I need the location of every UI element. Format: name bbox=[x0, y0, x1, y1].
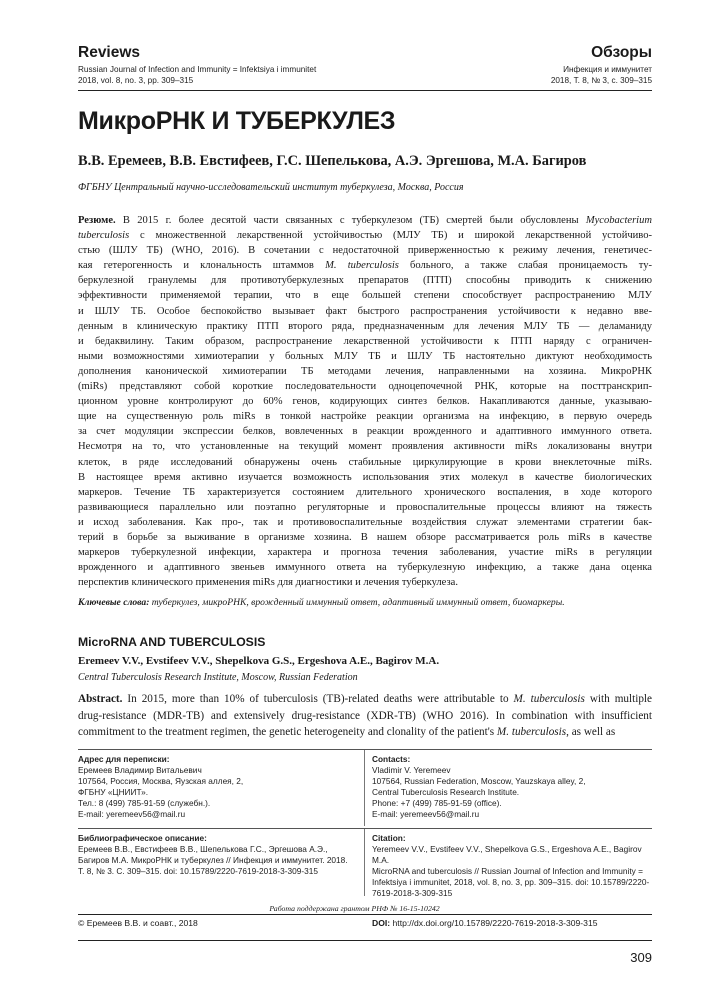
abstract-en-text-run: commitment to the treatment regimen, the genetic heterogeneity and clonality of the patient's bbox=[78, 726, 497, 739]
citation-ru-line: Т. 8, № 3. С. 309–315. doi: 10.15789/2220-7619-2018-3-309-315 bbox=[78, 866, 319, 876]
correspondence-en bbox=[372, 754, 652, 820]
abstract-ru bbox=[78, 213, 652, 590]
section-name-en: Reviews bbox=[78, 44, 141, 61]
article-authors: В.В. Еремеев, В.В. Евстифеев, Г.С. Шепелькова, А.Э. Эргешова, М.А. Багиров bbox=[78, 153, 587, 169]
abstract-en bbox=[78, 691, 652, 741]
citation-ru-label: Библиографическое описание: bbox=[78, 833, 207, 843]
abstract-ru-text-run: ционном уровне контролируют до 60% генов, кодирующих синтез белков. Накапливаются данные, указываю- bbox=[78, 396, 652, 408]
abstract-ru-label: Резюме. bbox=[78, 215, 116, 226]
citation-ru-line: Еремеев В.В., Евстифеев В.В., Шепелькова Г.С., Эргешова А.Э., bbox=[78, 844, 328, 854]
abstract-ru-text-run: клеток, в ряде исследований обнаружены очень стабильные циркулирующие в крови внеклеточные miRs. bbox=[78, 456, 652, 468]
correspondence-ru-line: Еремеев Владимир Витальевич bbox=[78, 765, 202, 775]
abstract-ru-text-run: маркеров туберкулезной инфекции, характера и прогноза течения заболевания, участие miRs в регуляции bbox=[78, 547, 652, 559]
citation-box bbox=[78, 828, 652, 896]
correspondence-ru-line: ФГБНУ «ЦНИИТ». bbox=[78, 787, 149, 797]
abstract-ru-line bbox=[78, 213, 652, 228]
abstract-ru-text-run: беркулезной гранулемы для противотуберкулезных препаратов (ПТП) способны приводить к снижению bbox=[78, 275, 652, 287]
box-divider bbox=[364, 750, 365, 826]
abstract-ru-line bbox=[78, 545, 652, 560]
abstract-ru-text-run: денным в клиническую практику ПТП второго ряда, предназначенным для лечения МЛУ ТБ — деламаниду bbox=[78, 320, 652, 332]
abstract-ru-text-run: дополнения канонической химиотерапии ТБ методами лечения, направленными на хозяина. МикроРНК bbox=[78, 365, 652, 377]
running-header-right bbox=[551, 44, 652, 86]
abstract-ru-line bbox=[78, 455, 652, 470]
journal-issue-line-ru: 2018, Т. 8, № 3, с. 309–315 bbox=[550, 75, 652, 85]
correspondence-en-email: E-mail: yeremeev56@mail.ru bbox=[372, 809, 480, 819]
abstract-en-line bbox=[78, 708, 652, 725]
abstract-ru-text-run: развивающиеся параллельно или поэтапно регуляторные и провоспалительные процессы влияют на тяжесть bbox=[78, 501, 652, 513]
citation-en-label: Citation: bbox=[372, 833, 406, 843]
abstract-ru-line bbox=[78, 394, 652, 409]
correspondence-en-line: Vladimir V. Yeremeev bbox=[372, 765, 451, 775]
abstract-ru-line bbox=[78, 439, 652, 454]
abstract-en-line bbox=[78, 691, 652, 708]
abstract-ru-text-run: терий в борьбе за выживание в организме хозяина. В нашем обзоре рассматривается роль miRs в качестве bbox=[78, 531, 652, 543]
footer-divider bbox=[78, 914, 652, 915]
doi-link[interactable]: http://dx.doi.org/10.15789/2220-7619-2018-3-309-315 bbox=[390, 918, 598, 928]
correspondence-en-line: Central Tuberculosis Research Institute. bbox=[372, 787, 520, 797]
abstract-en-text-run: , as well as bbox=[566, 726, 616, 739]
citation-en-line: Yeremeev V.V., Evstifeev V.V., Shepelkova G.S., Ergeshova A.E., Bagirov M.A. bbox=[372, 844, 642, 865]
correspondence-ru-line: 107564, Россия, Москва, Яузская аллея, 2, bbox=[78, 776, 244, 786]
abstract-ru-text-run: перспектив клинического применения miRs для диагностики и лечения туберкулеза. bbox=[78, 577, 458, 589]
journal-line: Russian Journal of Infection and Immunity = Infektsiya i immunitet bbox=[78, 65, 317, 74]
abstract-ru-line bbox=[78, 530, 652, 545]
abstract-ru-text-run: Mycobacterium bbox=[585, 215, 652, 226]
abstract-ru-text-run: (miRs) представляют собой короткие последовательности одноцепочечной РНК, которые на посттранскрип- bbox=[78, 381, 652, 393]
abstract-ru-text-run: за счет модуляции экспрессии белков, вовлеченных в реакции врожденного и адаптивного иммунного ответа. bbox=[78, 426, 652, 438]
abstract-ru-line bbox=[78, 319, 652, 334]
abstract-en-text-run: with multiple bbox=[584, 693, 652, 705]
copyright: © Еремеев В.В. и соавт., 2018 bbox=[78, 918, 198, 928]
abstract-ru-text-run: В настоящее время активно изучается возможность использования этих молекул в качестве биологических bbox=[78, 471, 652, 483]
keywords-label: Ключевые слова: bbox=[78, 597, 150, 608]
abstract-en-text-run: M. tuberculosis bbox=[513, 693, 585, 705]
abstract-ru-line bbox=[78, 485, 652, 500]
abstract-ru-text-run: и исход заболевания. Как про-, так и противовоспалительные воздействия служат элементами стратегии бак- bbox=[78, 516, 652, 528]
correspondence-en-line: 107564, Russian Federation, Moscow, Yauzskaya alley, 2, bbox=[372, 776, 586, 786]
abstract-ru-line bbox=[78, 334, 652, 349]
header-divider bbox=[78, 90, 652, 91]
abstract-ru-text-run: Несмотря на то, что установленные на текущий момент проявления активности miRs локализованы внутри bbox=[78, 441, 652, 453]
abstract-ru-text-run: больного, а также слабая проницаемость ту- bbox=[398, 260, 652, 272]
english-title: MicroRNA AND TUBERCULOSIS bbox=[78, 635, 266, 649]
english-affiliation: Central Tuberculosis Research Institute, Moscow, Russian Federation bbox=[78, 672, 358, 683]
abstract-en-label: Abstract. bbox=[78, 693, 123, 705]
abstract-ru-line bbox=[78, 349, 652, 364]
abstract-ru-line bbox=[78, 304, 652, 319]
correspondence-en-label: Contacts: bbox=[372, 754, 411, 764]
abstract-ru-line bbox=[78, 379, 652, 394]
abstract-ru-text-run: кая гетерогенность и клональность штаммов bbox=[78, 260, 326, 272]
correspondence-ru-line: Тел.: 8 (499) 785-91-59 (служебн.). bbox=[78, 798, 211, 808]
citation-ru bbox=[78, 833, 358, 877]
correspondence-en-line: Phone: +7 (499) 785-91-59 (office). bbox=[372, 798, 502, 808]
abstract-ru-line bbox=[78, 228, 652, 243]
doi-label: DOI: bbox=[372, 918, 391, 928]
abstract-ru-line bbox=[78, 515, 652, 530]
journal-line-ru: Инфекция и иммунитет bbox=[563, 65, 652, 74]
abstract-ru-text-run: эффективности применяемой терапии, что в еще большей степени способствует распространению МЛУ bbox=[78, 290, 652, 302]
abstract-ru-text-run: tuberculosis bbox=[78, 230, 130, 242]
abstract-ru-line bbox=[78, 424, 652, 439]
correspondence-ru bbox=[78, 754, 358, 820]
abstract-ru-line bbox=[78, 409, 652, 424]
correspondence-ru-label: Адрес для переписки: bbox=[78, 754, 170, 764]
citation-en bbox=[372, 833, 652, 899]
abstract-en-text-run: drug-resistance (MDR-TB) and extensively drug-resistance (XDR-TB) (WHO 2016). In combination with insufficient bbox=[78, 709, 652, 722]
abstract-ru-text-run: с множественной лекарственной устойчивостью (МЛУ ТБ) и широкой лекарственной устойчиво- bbox=[129, 230, 652, 242]
abstract-ru-text-run: В 2015 г. более десятой части связанных с туберкулезом (ТБ) смертей были обусловлены bbox=[122, 215, 586, 226]
abstract-ru-text-run: M. tuberculosis bbox=[325, 260, 399, 272]
article-affiliation: ФГБНУ Центральный научно-исследовательский институт туберкулеза, Москва, Россия bbox=[78, 182, 464, 193]
abstract-ru-line bbox=[78, 364, 652, 379]
page-number: 309 bbox=[630, 950, 652, 965]
abstract-ru-line bbox=[78, 258, 652, 273]
citation-ru-line: Багиров М.А. МикроРНК и туберкулез // Инфекция и иммунитет. 2018. bbox=[78, 855, 348, 865]
abstract-en-line bbox=[78, 724, 652, 741]
running-header-left bbox=[78, 44, 316, 86]
abstract-ru-text-run: маркеров. Течение ТБ характеризуется состоянием длительного хронического воспаления, в ходе которого bbox=[78, 486, 652, 498]
box-divider bbox=[364, 829, 365, 896]
citation-en-line: 7619-2018-3-309-315 bbox=[372, 888, 453, 898]
page-bottom-divider bbox=[78, 940, 652, 941]
citation-en-line: Infektsiya i immunitet, 2018, vol. 8, no. 3, pp. 309–315. doi: 10.15789/2220- bbox=[372, 877, 650, 887]
abstract-ru-text-run: врожденного и адаптивного звеньев иммунного ответа на туберкулезную инфекцию, а также дана оценка bbox=[78, 562, 652, 574]
abstract-ru-line bbox=[78, 560, 652, 575]
article-title: МикроРНК И ТУБЕРКУЛЕЗ bbox=[78, 107, 396, 135]
correspondence-box bbox=[78, 749, 652, 826]
section-name-ru: Обзоры bbox=[591, 44, 652, 61]
abstract-ru-line bbox=[78, 243, 652, 258]
abstract-ru-line bbox=[78, 288, 652, 303]
abstract-ru-line bbox=[78, 500, 652, 515]
abstract-ru-text-run: и бедаквилину. Таким образом, распространение лекарственной устойчивости к ПТП наряду с ограничен- bbox=[78, 335, 652, 347]
grant-note: Работа поддержана грантом РНФ № 16-15-10242 bbox=[269, 904, 440, 913]
abstract-en-text-run: In 2015, more than 10% of tuberculosis (TB)-related deaths were attributable to bbox=[127, 693, 514, 705]
keywords-text: туберкулез, микроРНК, врожденный иммунный ответ, адаптивный иммунный ответ, биомаркеры. bbox=[149, 597, 565, 608]
abstract-ru-text-run: ными возможностями химиотерапии у больных МЛУ ТБ и ШЛУ ТБ настоятельно диктуют необходимость bbox=[78, 350, 652, 362]
doi-line bbox=[372, 918, 598, 929]
correspondence-ru-email: E-mail: yeremeev56@mail.ru bbox=[78, 809, 186, 819]
abstract-ru-line bbox=[78, 575, 652, 590]
keywords-ru bbox=[78, 596, 652, 609]
abstract-ru-text-run: и ШЛУ ТБ. Особое беспокойство вызывает факт быстрого распространения устойчивости к недавно вве- bbox=[78, 305, 652, 317]
abstract-ru-text-run: щие на существенную роль miRs в тонкой настройке реакции организма на инфекцию, в первую очередь bbox=[78, 411, 652, 423]
journal-issue-line: 2018, vol. 8, no. 3, pp. 309–315 bbox=[78, 75, 194, 85]
abstract-ru-line bbox=[78, 273, 652, 288]
abstract-en-text-run: M. tuberculosis bbox=[496, 726, 567, 739]
abstract-ru-text-run: стью (ШЛУ ТБ) (WHO, 2016). В сочетании с недостаточной приверженностью к режиму лечения, генетичес- bbox=[78, 245, 652, 257]
citation-en-line: MicroRNA and tuberculosis // Russian Journal of Infection and Immunity = bbox=[372, 866, 643, 876]
english-authors: Eremeev V.V., Evstifeev V.V., Shepelkova G.S., Ergeshova A.E., Bagirov M.A. bbox=[78, 655, 440, 667]
abstract-ru-line bbox=[78, 470, 652, 485]
